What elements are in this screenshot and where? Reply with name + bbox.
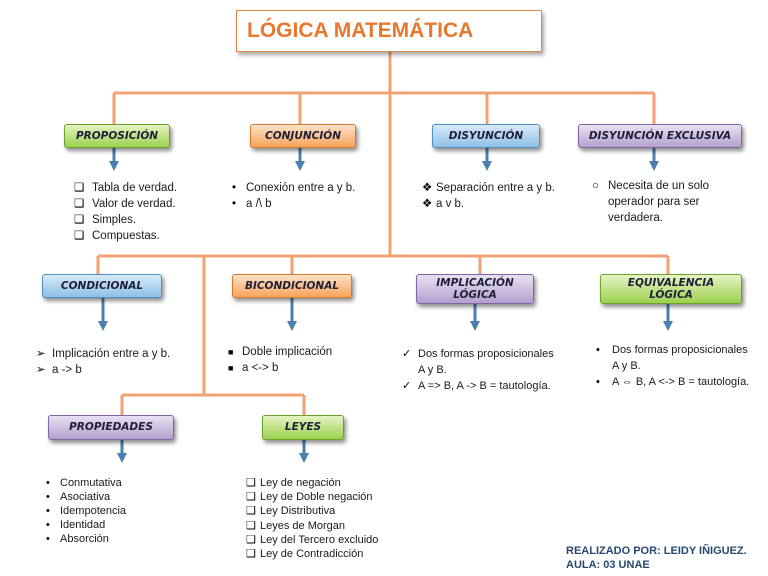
node-disyuncion-label: DISYUNCIÓN — [448, 129, 524, 142]
list-item: ■ Doble implicación — [228, 346, 333, 358]
conjuncion-details — [232, 180, 355, 212]
node-disyuncion — [432, 124, 540, 148]
node-equivalencia-logica-label-line2: LÓGICA — [649, 289, 693, 301]
square-bullet-icon: ■ — [228, 363, 234, 373]
arrow-bullet-icon: ➢ — [36, 364, 46, 376]
node-leyes-label: LEYES — [284, 421, 322, 434]
list-item: ❑ Ley de negación — [246, 477, 341, 489]
leyes-details — [246, 476, 378, 561]
dot-bullet-icon: • — [46, 505, 50, 517]
list-item: ➢ a -> b — [36, 364, 82, 376]
checkbox-bullet-icon: ❑ — [74, 198, 85, 210]
list-item: • Identidad — [46, 519, 106, 531]
checkbox-bullet-icon: ❑ — [74, 230, 85, 242]
list-item: ✓ A => B, A -> B = tautología. — [402, 380, 551, 392]
diamond-bullet-icon: ❖ — [422, 182, 433, 194]
list-item: ❑ Compuestas. — [74, 230, 160, 242]
dot-bullet-icon: • — [596, 344, 600, 356]
dot-bullet-icon: • — [46, 477, 50, 489]
disyuncion-exclusiva-details — [592, 178, 709, 226]
node-proposicion — [64, 124, 170, 148]
dot-bullet-icon: • — [232, 198, 237, 210]
classroom-line: AULA: 03 UNAE — [566, 559, 650, 571]
diamond-bullet-icon: ❖ — [422, 198, 433, 210]
author-line: REALIZADO POR: LEIDY IÑIGUEZ. — [566, 545, 747, 557]
list-item: ❑ Simples. — [74, 214, 137, 226]
node-implicacion-logica-label-line1: IMPLICACIÓN — [436, 276, 514, 289]
list-item: ○ Necesita de un solo — [592, 180, 710, 192]
node-bicondicional-label: BICONDICIONAL — [244, 279, 340, 292]
list-item-continuation: operador para ser — [608, 196, 700, 208]
proposicion-details — [74, 180, 177, 244]
equivalencia-logica-details — [596, 342, 749, 390]
list-item: • A ⇔ B, A <-> B = tautología. — [596, 376, 750, 388]
checkbox-bullet-icon: ❑ — [246, 519, 256, 532]
node-equivalencia-logica — [600, 274, 742, 304]
node-conjuncion — [250, 124, 356, 148]
node-implicacion-logica — [416, 274, 534, 304]
list-item-continuation: A y B. — [612, 360, 641, 372]
checkbox-bullet-icon: ❑ — [246, 505, 256, 518]
list-item: • Dos formas proposicionales — [596, 344, 748, 356]
author-credit — [566, 544, 747, 572]
node-bicondicional — [232, 274, 352, 298]
list-item: ➢ Implicación entre a y b. — [36, 348, 171, 360]
checkbox-bullet-icon: ❑ — [74, 214, 85, 226]
list-item: ✓ Dos formas proposicionales — [402, 348, 554, 360]
checkmark-bullet-icon: ✓ — [402, 380, 412, 392]
dot-bullet-icon: • — [46, 491, 50, 503]
list-item: • Idempotencia — [46, 505, 127, 517]
dot-bullet-icon: • — [232, 182, 237, 194]
list-item: ■ a <-> b — [228, 362, 279, 374]
dot-bullet-icon: • — [596, 376, 600, 388]
list-item-continuation: A y B. — [418, 364, 447, 376]
checkmark-bullet-icon: ✓ — [402, 348, 412, 360]
square-bullet-icon: ■ — [228, 347, 234, 357]
propiedades-details — [46, 476, 126, 546]
implicacion-logica-details — [402, 346, 554, 394]
list-item: ❑ Tabla de verdad. — [74, 182, 178, 194]
diagram-title: LÓGICA MATEMÁTICA — [236, 10, 542, 52]
checkbox-bullet-icon: ❑ — [246, 491, 256, 504]
node-implicacion-logica-label-line2: LÓGICA — [453, 289, 497, 301]
disyuncion-details — [422, 180, 555, 212]
checkbox-bullet-icon: ❑ — [74, 182, 85, 194]
list-item: • Asociativa — [46, 491, 111, 503]
list-item: ❑ Ley del Tercero excluido — [246, 533, 379, 546]
list-item: ❑ Ley de Doble negación — [246, 491, 373, 504]
condicional-details — [36, 346, 170, 378]
circle-bullet-icon: ○ — [592, 180, 599, 192]
checkbox-bullet-icon: ❑ — [246, 533, 256, 546]
list-item: ❖ Separación entre a y b. — [422, 182, 555, 194]
node-leyes — [262, 415, 344, 440]
node-condicional — [42, 274, 162, 298]
node-propiedades-label: PROPIEDADES — [69, 421, 153, 434]
list-item: ❑ Leyes de Morgan — [246, 519, 345, 532]
node-condicional-label: CONDICIONAL — [60, 279, 144, 292]
list-item: ❑ Ley Distributiva — [246, 505, 336, 518]
list-item: ❑ Ley de Contradicción — [246, 548, 364, 561]
list-item-continuation: verdadera. — [608, 212, 663, 224]
list-item: • a /\ b — [232, 198, 272, 210]
node-conjuncion-label: CONJUNCIÓN — [265, 129, 341, 142]
node-propiedades — [48, 415, 174, 440]
list-item: • Conexión entre a y b. — [232, 182, 356, 194]
checkbox-bullet-icon: ❑ — [246, 548, 256, 561]
node-equivalencia-logica-label-line1: EQUIVALENCIA — [627, 276, 715, 289]
list-item: • Absorción — [46, 533, 109, 545]
node-proposicion-label: PROPOSICIÓN — [75, 129, 159, 142]
bicondicional-details — [228, 344, 332, 376]
arrow-bullet-icon: ➢ — [36, 348, 46, 360]
dot-bullet-icon: • — [46, 519, 50, 531]
checkbox-bullet-icon: ❑ — [246, 477, 256, 489]
list-item: ❖ a v b. — [422, 198, 465, 210]
list-item: ❑ Valor de verdad. — [74, 198, 176, 210]
node-disyuncion-exclusiva-label: DISYUNCIÓN EXCLUSIVA — [588, 129, 732, 142]
node-disyuncion-exclusiva — [578, 124, 742, 148]
list-item: • Conmutativa — [46, 477, 122, 489]
dot-bullet-icon: • — [46, 533, 50, 545]
